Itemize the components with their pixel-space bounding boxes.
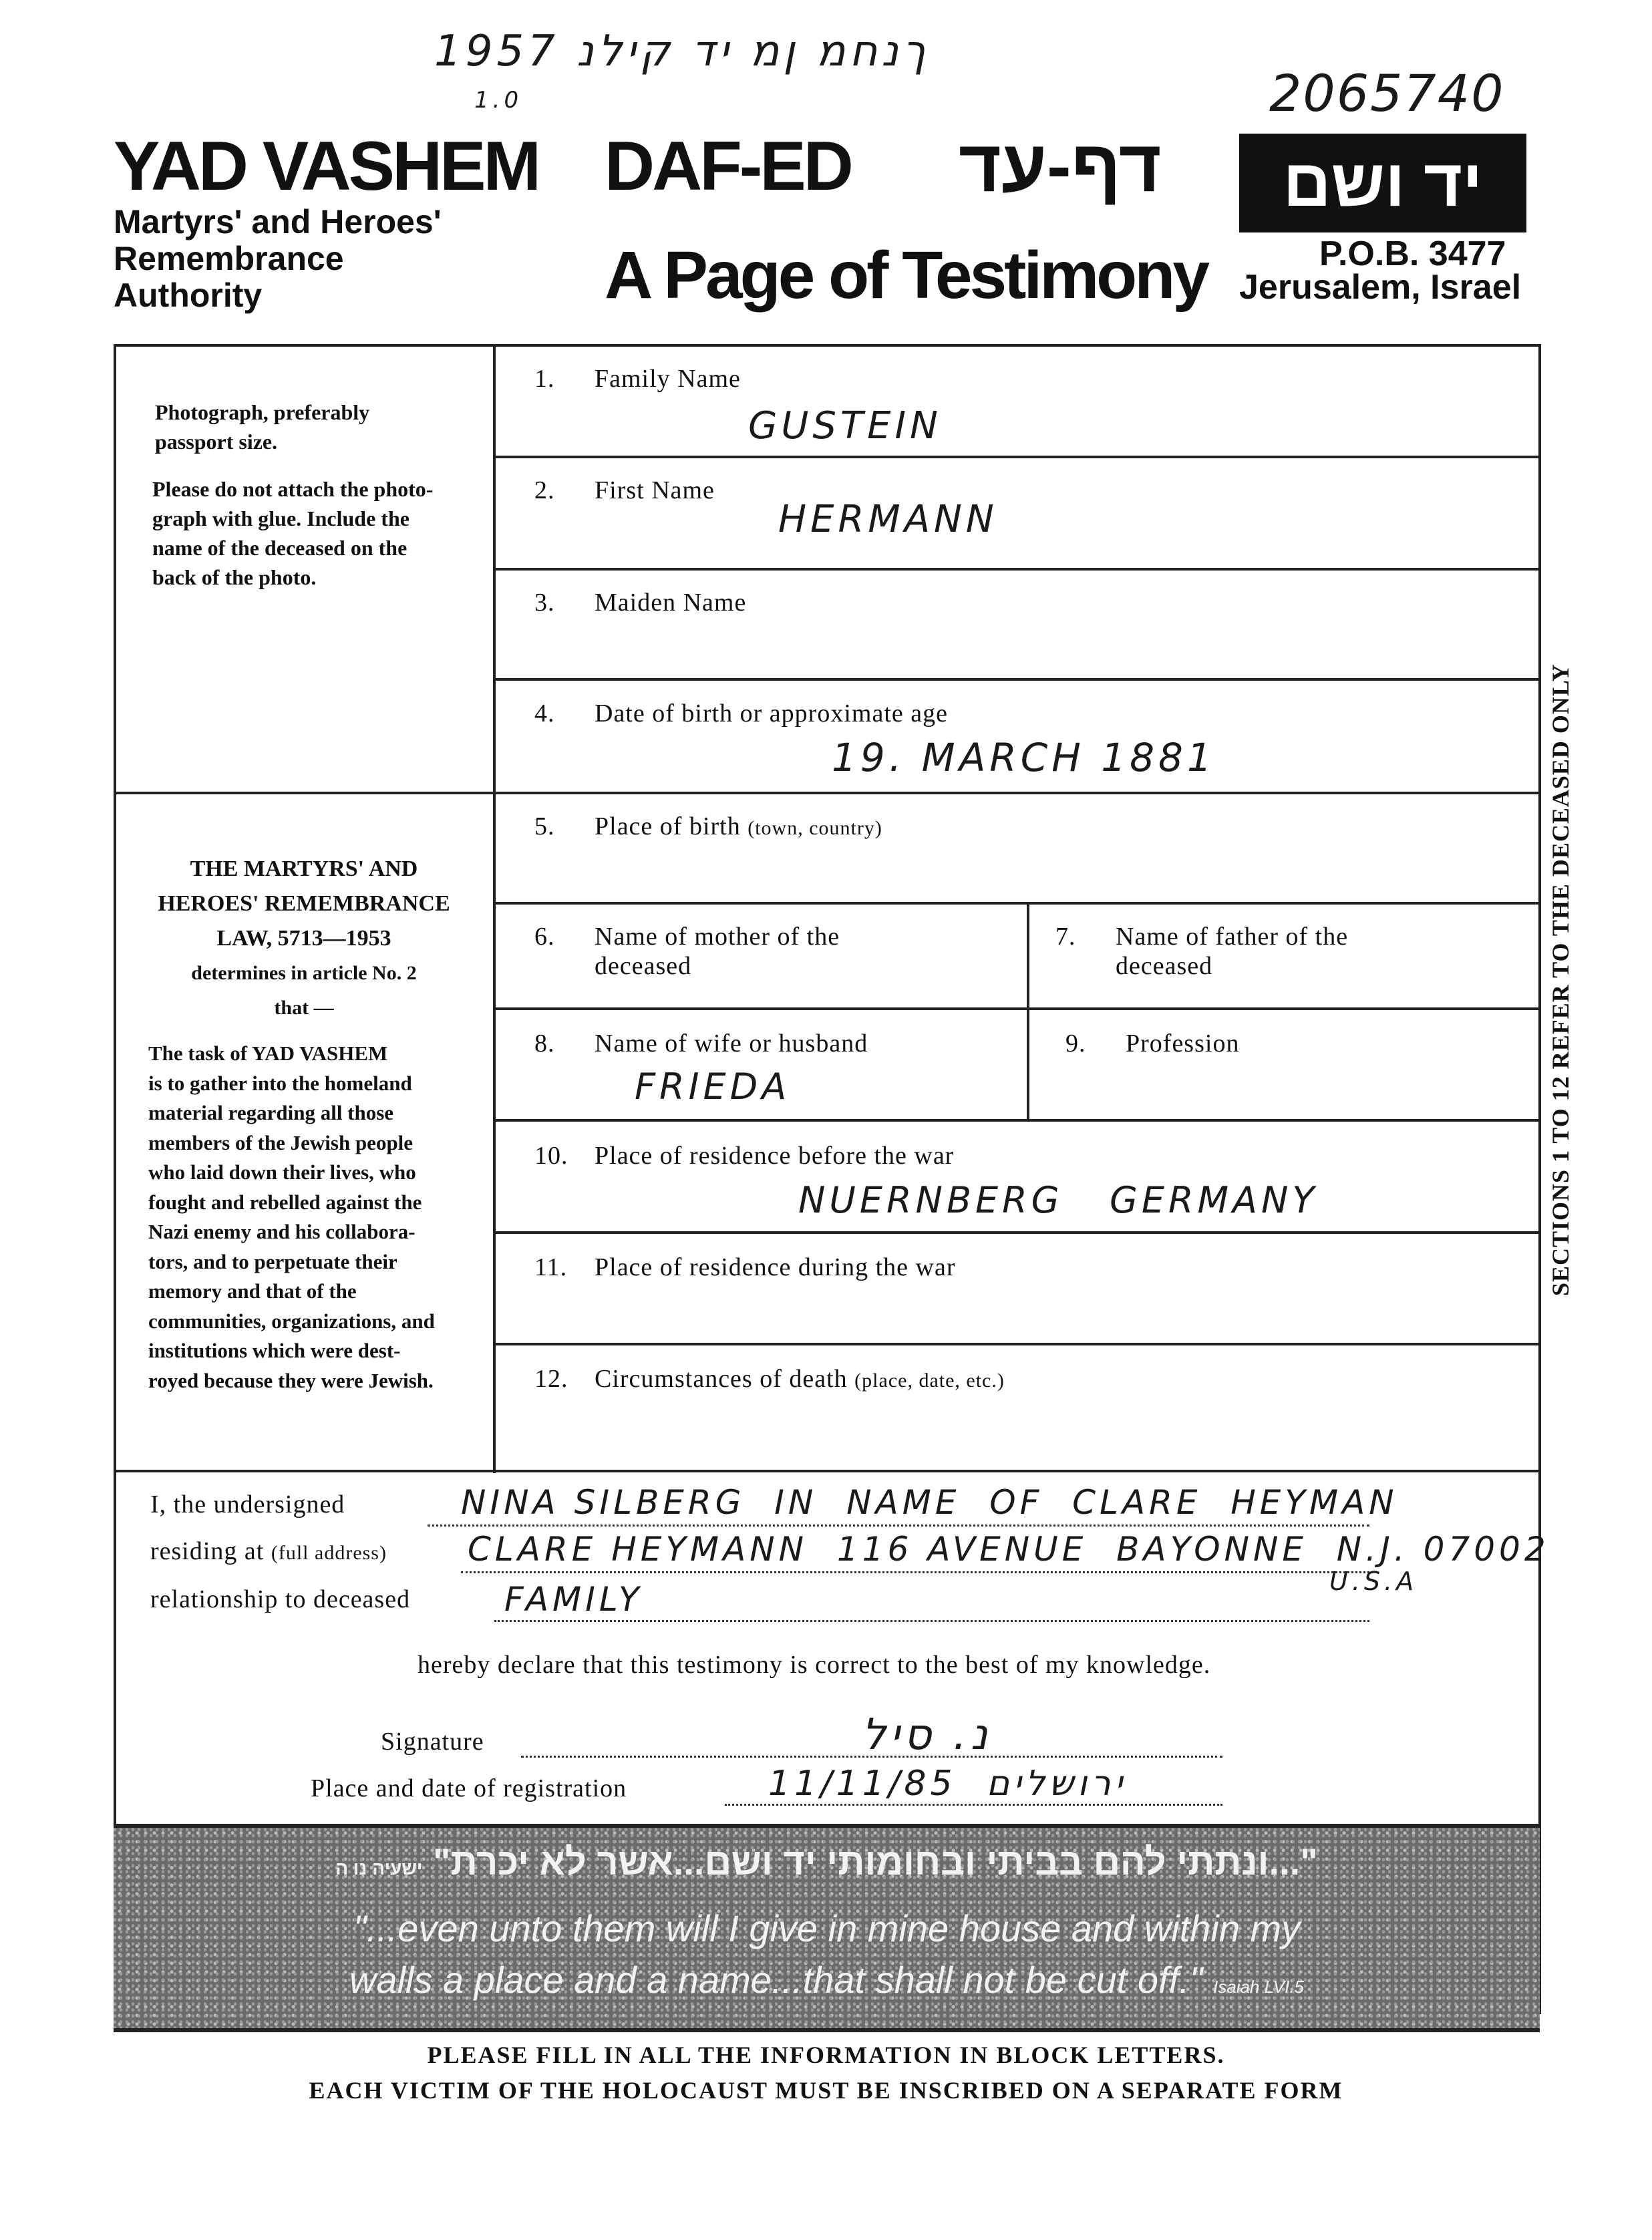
title-english: DAF-ED [605, 128, 851, 205]
field-death-label [534, 1364, 1005, 1394]
law-body-line: material regarding all those [148, 1101, 394, 1124]
field-birth-date-value[interactable]: 19. MARCH 1881 [832, 735, 1216, 780]
residing-line [461, 1571, 1369, 1573]
field-number: 5. [534, 812, 555, 840]
footer-line2: EACH VICTIM OF THE HOLOCAUST MUST BE INSCRIBED ON A SEPARATE FORM [309, 2077, 1343, 2104]
field-label [595, 922, 840, 981]
field-label: Family Name [595, 365, 741, 393]
law-body-line: is to gather into the homeland [148, 1071, 412, 1095]
relationship-line [494, 1620, 1369, 1622]
law-body-line: royed because they were Jewish. [148, 1368, 434, 1392]
row-divider [493, 792, 1540, 794]
column-divider [493, 344, 496, 1473]
residing-sublabel: (full address) [271, 1542, 387, 1564]
field-birth-date-label [534, 699, 948, 728]
law-body-line: memory and that of the [148, 1279, 357, 1303]
field-label: Profession [1126, 1029, 1240, 1058]
photo-instructions [155, 397, 369, 456]
photo-note-line: back of the photo. [152, 565, 317, 589]
banner-hebrew-text: "...ונתתי להם בביתי ובחומותי יד ושם...אשר לא יכרת" [432, 1841, 1318, 1883]
signature-label: Signature [381, 1728, 484, 1756]
row-divider [493, 1007, 1540, 1010]
row-divider [493, 1119, 1540, 1122]
field-first-name-label [534, 476, 715, 505]
org-name: YAD VASHEM [114, 128, 539, 205]
quote-banner [114, 1824, 1540, 2032]
org-sub-line: Martyrs' and Heroes' [114, 203, 442, 241]
field-family-name-label [534, 364, 741, 393]
field-label: Maiden Name [595, 589, 747, 617]
banner-english-ref: Isaiah LVI.5 [1213, 1977, 1304, 1997]
subtitle: A Page of Testimony [605, 238, 1207, 313]
place-date-value[interactable]: 11/11/85 ירושלים [768, 1764, 1127, 1804]
residing-value-country[interactable]: U.S.A [1329, 1567, 1418, 1596]
pob: P.O.B. 3477 [1319, 234, 1506, 273]
field-label: Name of wife or husband [595, 1029, 868, 1058]
law-body-line: tors, and to perpetuate their [148, 1249, 397, 1273]
left-box-divider [114, 792, 494, 794]
field-number: 12. [534, 1365, 568, 1393]
field-birth-place-label [534, 812, 882, 841]
banner-english-line1: "...even unto them will I give in mine house and within my [353, 1907, 1301, 1949]
undersigned-line [428, 1525, 1369, 1527]
side-note: SECTIONS 1 TO 12 REFER TO THE DECEASED ONLY [1547, 663, 1574, 1296]
relationship-value[interactable]: FAMILY [504, 1580, 643, 1619]
row-divider [493, 678, 1540, 681]
declaration-divider [114, 1470, 1540, 1472]
banner-hebrew [114, 1840, 1540, 1883]
field-father-label [1055, 922, 1348, 981]
undersigned-label: I, the undersigned [150, 1490, 345, 1518]
yad-vashem-logo: יד ושם [1239, 134, 1526, 232]
field-number: 7. [1055, 923, 1076, 951]
field-spouse-label [534, 1029, 868, 1058]
photo-note-line: name of the deceased on the [152, 536, 407, 560]
field-label: Place of residence before the war [595, 1142, 955, 1170]
field-label: First Name [595, 476, 715, 504]
footer-line1: PLEASE FILL IN ALL THE INFORMATION IN BLOCK LETTERS. [427, 2042, 1225, 2068]
law-body-line: The task of YAD VASHEM [148, 1042, 388, 1065]
field-label-line: deceased [595, 952, 692, 980]
field-label-line: Name of mother of the [595, 923, 840, 951]
title-hebrew: דף-עד [959, 125, 1162, 207]
law-body-line: institutions which were dest- [148, 1339, 401, 1362]
field-sublabel: (town, country) [748, 817, 882, 839]
residing-label [150, 1537, 387, 1566]
document-number: 2065740 [1269, 63, 1505, 123]
photo-note-line: graph with glue. Include the [152, 506, 409, 530]
split-divider [1027, 1007, 1029, 1119]
law-body-line: who laid down their lives, who [148, 1160, 416, 1184]
banner-hebrew-ref: ישעיה נו ה [335, 1858, 423, 1879]
law-line: that — [274, 997, 334, 1019]
field-spouse-value[interactable]: FRIEDA [635, 1066, 791, 1108]
org-sub-line: Authority [114, 277, 263, 314]
place-date-line [725, 1804, 1222, 1806]
law-body-line: fought and rebelled against the [148, 1190, 422, 1214]
field-residence-during-label [534, 1253, 956, 1282]
field-label [1116, 922, 1348, 981]
photo-note [152, 474, 473, 592]
law-line: THE MARTYRS' AND [190, 856, 418, 881]
field-number: 6. [534, 923, 555, 951]
law-body-line: members of the Jewish people [148, 1130, 414, 1154]
city: Jerusalem, Israel [1239, 268, 1522, 307]
banner-english-text: walls a place and a name...that shall not be cut off." [349, 1959, 1203, 2001]
org-sub-line: Remembrance [114, 240, 344, 277]
residing-label-text: residing at [150, 1537, 265, 1565]
law-body [148, 1039, 476, 1396]
field-number: 11. [534, 1253, 568, 1281]
form-top-border [114, 344, 1540, 347]
field-label: Date of birth or approximate age [595, 699, 948, 728]
top-handwritten-note: 1957 ךנחמ ןמ יד קילנ [434, 27, 930, 76]
field-number: 8. [534, 1029, 555, 1058]
field-label: Circumstances of death [595, 1365, 848, 1393]
field-label: Place of residence during the war [595, 1253, 956, 1281]
law-body-line: Nazi enemy and his collabora- [148, 1220, 416, 1243]
photo-note-line: Please do not attach the photo- [152, 477, 434, 501]
field-number: 1. [534, 365, 555, 393]
field-label: Place of birth [595, 812, 741, 840]
field-number: 9. [1065, 1029, 1086, 1058]
field-number: 2. [534, 476, 555, 504]
row-divider [493, 1231, 1540, 1234]
photo-text: Photograph, preferably [155, 400, 370, 424]
law-heading [127, 852, 481, 1025]
row-divider [493, 568, 1540, 571]
declaration-statement: hereby declare that this testimony is correct to the best of my knowledge. [418, 1651, 1211, 1679]
form-left-border [114, 344, 116, 2014]
photo-text: passport size. [155, 430, 278, 454]
undersigned-value[interactable]: NINA SILBERG IN NAME OF CLARE HEYMAN [461, 1483, 1398, 1522]
row-divider [493, 456, 1540, 458]
field-first-name-value[interactable]: HERMANN [778, 498, 998, 541]
field-sublabel: (place, date, etc.) [854, 1370, 1005, 1392]
place-date-label: Place and date of registration [311, 1774, 627, 1802]
signature-value[interactable]: נ. סיל [862, 1710, 992, 1760]
residing-value[interactable]: CLARE HEYMANN 116 AVENUE BAYONNE N.J. 07002 [468, 1530, 1550, 1569]
law-line: determines in article No. 2 [191, 962, 417, 984]
top-handwritten-sub: 1.0 [474, 87, 523, 114]
field-mother-label [534, 922, 840, 981]
field-number: 3. [534, 589, 555, 617]
law-line: LAW, 5713—1953 [216, 926, 391, 951]
field-family-name-value[interactable]: GUSTEIN [748, 404, 942, 448]
field-number: 4. [534, 699, 555, 728]
row-divider [493, 1343, 1540, 1345]
field-residence-before-label [534, 1141, 954, 1170]
field-residence-before-value[interactable]: NUERNBERG GERMANY [798, 1179, 1319, 1221]
org-subtitle [114, 204, 442, 314]
law-line: HEROES' REMEMBRANCE [158, 891, 450, 916]
field-profession-label [1065, 1029, 1239, 1058]
field-maiden-name-label [534, 588, 746, 617]
field-number: 10. [534, 1142, 568, 1170]
split-divider [1027, 902, 1029, 1009]
relationship-label: relationship to deceased [150, 1585, 411, 1613]
field-label-line: Name of father of the [1116, 923, 1349, 951]
form-right-border [1538, 344, 1541, 2014]
field-label-line: deceased [1116, 952, 1213, 980]
row-divider [493, 902, 1540, 905]
law-body-line: communities, organizations, and [148, 1309, 435, 1333]
banner-english-line2 [114, 1958, 1540, 2002]
